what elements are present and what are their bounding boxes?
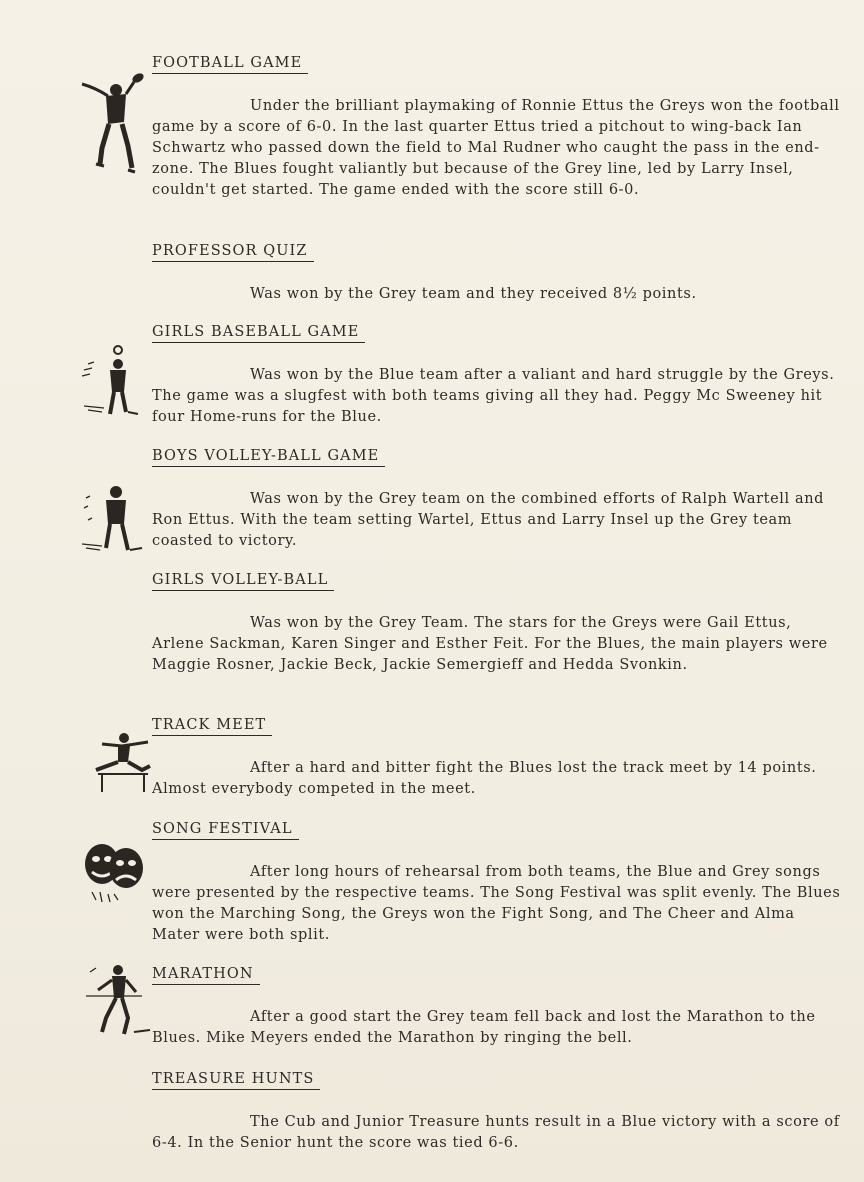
section-heading: TREASURE HUNTS: [152, 1070, 320, 1090]
section-text: Was won by the Grey team on the combined efforts of Ralph Wartell and Ron Ettus. With the team setting Wartel, Ettus and Larry Insel up the Grey team coasted to victory.: [152, 491, 825, 549]
section-boys-volley-ball-game: [152, 445, 852, 552]
section-girls-baseball-game: [152, 321, 852, 428]
section-text: After long hours of rehearsal from both teams, the Blue and Grey songs were presented by the respective teams. The Song Festival was split evenly. The Blues won the Marching Song, the Greys won the Fight Song, and The Cheer and Alma Mater were both split.: [152, 864, 841, 943]
section-heading: TRACK MEET: [152, 716, 272, 736]
section-text: After a hard and bitter fight the Blues lost the track meet by 14 points. Almost everybody competed in the meet.: [152, 760, 817, 797]
section-professor-quiz: [152, 240, 852, 305]
section-text: Under the brilliant playmaking of Ronnie Ettus the Greys won the football game by a score of 6-0. In the last quarter Ettus tried a pitchout to wing-back Ian Schwartz who passed down the field to Mal Rudner who caught the pass in the end-zone. The Blues fought valiantly but because of the Grey line, led by Larry Insel, couldn't get started. The game ended with the score still 6-0.: [152, 98, 840, 198]
football-player-icon: [78, 70, 148, 175]
section-treasure-hunts: [152, 1068, 852, 1154]
section-heading: GIRLS BASEBALL GAME: [152, 323, 365, 343]
section-text: Was won by the Blue team after a valiant and hard struggle by the Greys. The game was a slugfest with both teams giving all they had. Peggy Mc Sweeney hit four Home-runs for the Blue.: [152, 367, 835, 425]
section-text: After a good start the Grey team fell back and lost the Marathon to the Blues. Mike Meyers ended the Marathon by ringing the bell.: [152, 1009, 816, 1046]
section-heading: SONG FESTIVAL: [152, 820, 299, 840]
section-heading: BOYS VOLLEY-BALL GAME: [152, 447, 385, 467]
baseball-player-icon: [78, 340, 148, 430]
section-football-game: [152, 52, 852, 201]
section-song-festival: [152, 818, 852, 946]
section-marathon: [152, 963, 852, 1049]
runner-icon: [82, 962, 154, 1038]
section-heading: GIRLS VOLLEY-BALL: [152, 571, 334, 591]
section-text: Was won by the Grey Team. The stars for the Greys were Gail Ettus, Arlene Sackman, Karen Singer and Esther Feit. For the Blues, the main players were Maggie Rosner, Jackie Beck, Jackie Semergieff and Hedda Svonkin.: [152, 615, 828, 673]
section-track-meet: [152, 714, 852, 800]
theater-masks-icon: [82, 842, 148, 906]
section-heading: PROFESSOR QUIZ: [152, 242, 314, 262]
volleyball-player-icon: [80, 482, 150, 562]
section-heading: MARATHON: [152, 965, 260, 985]
section-girls-volley-ball: [152, 569, 852, 676]
section-text: The Cub and Junior Treasure hunts result in a Blue victory with a score of 6-4. In the Senior hunt the score was tied 6-6.: [152, 1114, 840, 1151]
hurdler-icon: [88, 730, 156, 792]
section-text: Was won by the Grey team and they received 8½ points.: [250, 286, 697, 302]
section-heading: FOOTBALL GAME: [152, 54, 308, 74]
